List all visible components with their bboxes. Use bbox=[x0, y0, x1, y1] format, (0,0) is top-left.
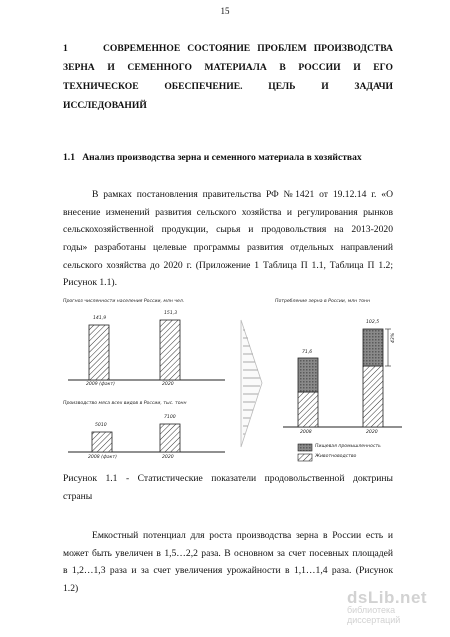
paragraph-line: годы» разработаны целевые программы развития отдельных направлений bbox=[63, 242, 393, 254]
chart1-title: Прогноз численности населения России, млн чел. bbox=[63, 299, 185, 304]
chart2-category-label: 2008 (факт) bbox=[88, 455, 117, 460]
chart3-category-label: 2008 bbox=[300, 430, 312, 435]
chart1-bar-2020 bbox=[160, 320, 180, 380]
caption-line: Рисунок 1.1 - Статистические показатели продовольственной доктрины bbox=[63, 473, 393, 484]
figure-caption bbox=[63, 470, 393, 505]
paragraph-2 bbox=[63, 527, 393, 598]
paragraph-line: В рамках постановления правительства РФ №1421 от 19.12.14 г. «О bbox=[92, 189, 393, 200]
chart3-category-label: 2020 bbox=[366, 430, 378, 435]
paragraph-line: 1.2) bbox=[63, 583, 79, 595]
legend-label-livestock: Животноводство bbox=[315, 454, 357, 459]
paragraph-line: сельского хозяйства до 2020 г. (Приложение 1 Таблица П 1.1, Таблица П 1.2; bbox=[63, 259, 393, 271]
chart3-percent-label: 43% bbox=[391, 332, 396, 343]
chart3-title: Потребление зерна в России, млн тонн bbox=[275, 299, 371, 304]
chart1-category-label: 2020 bbox=[162, 382, 174, 387]
chart3-value-label: 102,5 bbox=[366, 320, 380, 325]
chart2-bar-2020 bbox=[160, 424, 180, 452]
heading-line: ТЕХНИЧЕСКОЕ ОБЕСПЕЧЕНИЕ. ЦЕЛЬ И ЗАДАЧИ bbox=[63, 81, 393, 92]
chart1-value-label: 151,3 bbox=[164, 311, 178, 316]
chart1-bar-2009 bbox=[89, 325, 109, 380]
paragraph-line: в 1,2…1,3 раза и за счет увеличения урожайности в 1,1…1,4 раза. (Рисунок bbox=[63, 565, 393, 577]
paragraph-line: Емкостный потенциал для роста производства зерна в России есть и bbox=[92, 530, 393, 541]
chart2-value-label: 7100 bbox=[164, 415, 176, 420]
chart1-category-label: 2009 (факт) bbox=[86, 382, 115, 387]
watermark-subtitle: библиотека диссертаций bbox=[347, 605, 401, 625]
chart3-bar-2020-livestock bbox=[363, 366, 383, 427]
page-number: 15 bbox=[220, 6, 230, 16]
paragraph-line: может быть увеличен в 1,5…2,2 раза. В основном за счет посевных площадей bbox=[63, 547, 393, 559]
legend-label-food: Пищевая промышленность bbox=[315, 444, 381, 449]
watermark-logo: dsLib.net bbox=[347, 588, 428, 607]
heading-line: ИССЛЕДОВАНИЙ bbox=[63, 100, 147, 111]
legend-swatch-livestock bbox=[298, 454, 312, 461]
chart2-category-label: 2020 bbox=[162, 455, 174, 460]
chart3-bar-2008-livestock bbox=[298, 392, 318, 427]
chart2-bar-2008 bbox=[92, 432, 112, 452]
paragraph-line: внесение изменений развития сельского хозяйства и регулирования рынков bbox=[63, 206, 393, 218]
chart1-value-label: 141,9 bbox=[93, 316, 107, 321]
caption-line: страны bbox=[63, 490, 93, 502]
arrow-graphic bbox=[241, 320, 262, 447]
paragraph-line: сельскохозяйственной продукции, сырья и продовольствия на 2013-2020 bbox=[63, 224, 393, 236]
chart2-value-label: 5010 bbox=[95, 423, 107, 428]
chart3-value-label: 71,6 bbox=[302, 350, 313, 355]
chart3-bar-2008-food bbox=[298, 358, 318, 392]
section-subheading: 1.1 Анализ производства зерна и семенного материала в хозяйствах bbox=[63, 152, 362, 163]
watermark bbox=[347, 588, 447, 625]
chart2-title: Производство мяса всех видов в России, тыс. тонн bbox=[63, 401, 187, 406]
heading-line: 1 СОВРЕМЕННОЕ СОСТОЯНИЕ ПРОБЛЕМ ПРОИЗВОДСТВА bbox=[63, 43, 393, 54]
legend-swatch-food bbox=[298, 444, 312, 451]
chart3-bar-2020-food bbox=[363, 329, 383, 366]
heading-line: ЗЕРНА И СЕМЕННОГО МАТЕРИАЛА В РОССИИ И ЕГО bbox=[63, 62, 393, 73]
paragraph-line: Рисунок 1.1). bbox=[63, 277, 117, 289]
